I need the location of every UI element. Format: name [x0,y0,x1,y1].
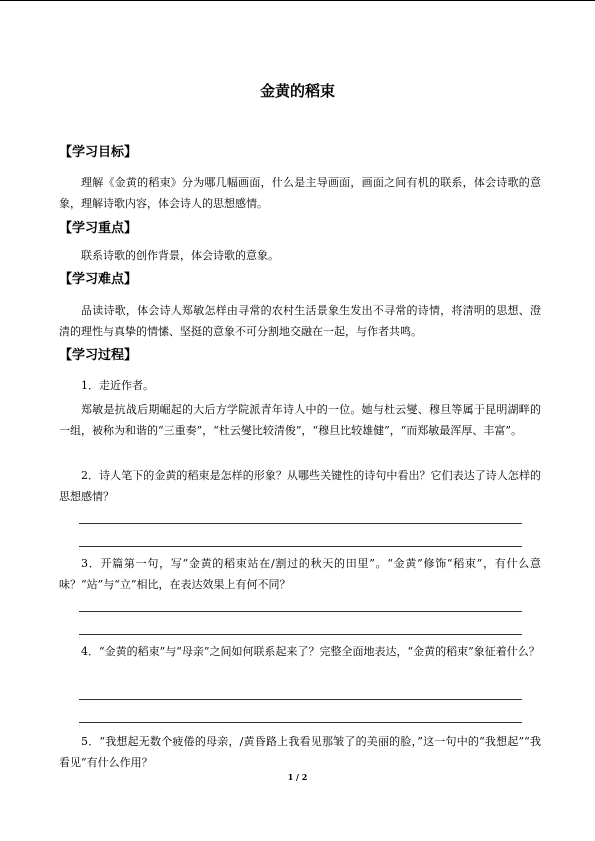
answer-line[interactable] [79,611,522,612]
answer-line[interactable] [79,523,522,524]
heading-learning-goal: 【学习目标】 [59,145,138,160]
heading-difficulty: 【学习难点】 [59,272,138,287]
answer-line[interactable] [79,546,522,547]
paragraph-learning-goal: 理解《金黄的稻束》分为哪几幅画面，什么是主导画面，画面之间有机的联系，体会诗歌的意象，理解诗歌内容，体会诗人的思想感情。 [59,176,541,210]
answer-line[interactable] [79,722,522,723]
page-number: 1 / 2 [287,772,308,782]
header-rule [0,0,595,1]
heading-learning-process: 【学习过程】 [59,348,138,363]
process-question-2: 2．诗人笔下的金黄的稻束是怎样的形象？从哪些关键性的诗句中看出？它们表达了诗人怎样的思想感情？ [59,469,541,503]
paragraph-difficulty: 品读诗歌，体会诗人郑敏怎样由寻常的农村生活景象生发出不寻常的诗情，将清明的思想、澄清的理性与真挚的情愫、坚挺的意象不可分割地交融在一起，与作者共鸣。 [59,304,541,338]
process-question-3: 3．开篇第一句，写“金黄的稻束站在/割过的秋天的田里”。“金黄”修饰“稻束”，有什么意味？“站”与“立”相比，在表达效果上有何不同？ [59,557,541,591]
process-item-author-bio: 郑敏是抗战后期崛起的大后方学院派青年诗人中的一位。她与杜云燮、穆旦等属于昆明湖畔的一组，被称为和谐的“三重奏”，“杜云燮比较清俊”，“穆旦比较雄健”，“而郑敏最浑厚、丰富”。 [59,403,541,437]
answer-line[interactable] [79,699,522,700]
process-question-4: 4．“金黄的稻束”与“母亲”之间如何联系起来了？完整全面地表达，“金黄的稻束”象征着什么？ [81,645,540,658]
answer-line[interactable] [79,634,522,635]
paragraph-key-point: 联系诗歌的创作背景，体会诗歌的意象。 [81,249,279,262]
process-item-author: 1．走近作者。 [81,379,154,392]
process-question-5: 5．“我想起无数个疲倦的母亲，/黄昏路上我看见那皱了的美丽的脸，”这一句中的“我想起”“我看见”有什么作用？ [59,735,541,769]
heading-key-point: 【学习重点】 [59,221,138,236]
page-title: 金黄的稻束 [259,82,335,100]
